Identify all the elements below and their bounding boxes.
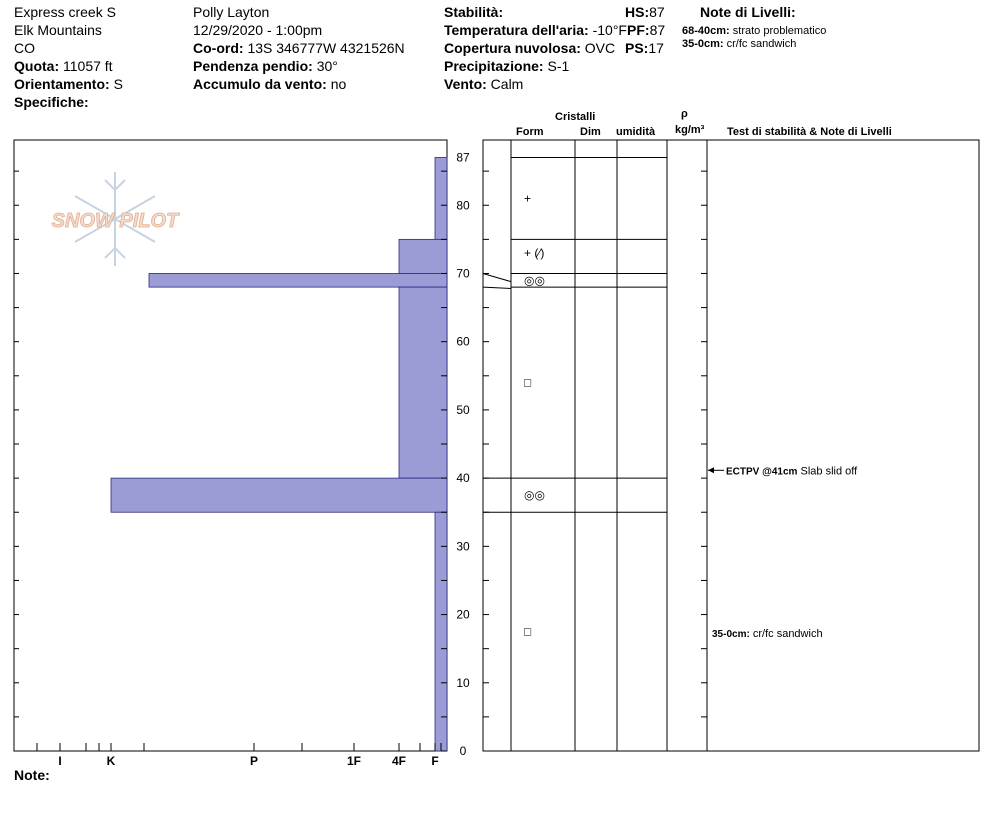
hardness-bar-3 bbox=[149, 273, 447, 287]
grain-form-symbol: □ bbox=[524, 375, 532, 390]
test-arrow-icon bbox=[708, 467, 714, 473]
wind-loading-label: Accumulo da vento: bbox=[193, 76, 327, 92]
air-temp-label: Temperatura dell'aria: bbox=[444, 22, 589, 38]
grain-form-symbol: + (⁄) bbox=[524, 246, 545, 261]
hardness-tick-label: I bbox=[58, 754, 62, 768]
layer-table-frame bbox=[483, 140, 979, 751]
height-tick-label: 70 bbox=[456, 266, 470, 281]
height-tick-label: 50 bbox=[456, 402, 470, 417]
size-header: Dim bbox=[580, 126, 601, 138]
slope-value: 30° bbox=[316, 58, 338, 74]
height-tick-label: 87 bbox=[456, 150, 470, 165]
grain-form-symbol: ◎◎ bbox=[524, 488, 545, 503]
layer-note-1-depth: 68-40cm: bbox=[682, 25, 730, 37]
cloud-label: Copertura nuvolosa: bbox=[444, 40, 581, 56]
cloud-value: OVC bbox=[584, 40, 616, 56]
hardness-bar-1 bbox=[435, 158, 447, 240]
height-tick-label: 20 bbox=[456, 607, 470, 622]
height-tick-label: 0 bbox=[459, 744, 467, 758]
coord-value: 13S 346777W 4321526N bbox=[247, 40, 405, 56]
elevation-value: 11057 ft bbox=[63, 58, 113, 74]
logo-text: SNOW PILOT bbox=[51, 210, 179, 232]
grain-form-symbol: ◎◎ bbox=[524, 273, 545, 288]
layer-note-1-text: strato problematico bbox=[732, 25, 827, 37]
moisture-header: umidità bbox=[616, 126, 656, 138]
air-temp-value: -10°F bbox=[592, 22, 627, 38]
stability-label: Stabilità: bbox=[444, 4, 504, 20]
layer-note-2-text: cr/fc sandwich bbox=[726, 38, 797, 50]
location-name: Express creek S bbox=[14, 4, 116, 20]
precip-label: Precipitazione: bbox=[444, 58, 544, 74]
hardness-bar-2 bbox=[399, 239, 447, 273]
height-tick-label: 80 bbox=[456, 198, 470, 213]
hardness-bar-5 bbox=[111, 478, 447, 512]
layer-notes-title: Note di Livelli: bbox=[700, 4, 796, 20]
hardness-tick-label: F bbox=[431, 754, 439, 768]
crystals-header: Cristalli bbox=[555, 111, 596, 123]
grain-forms bbox=[524, 191, 545, 638]
coord-label: Co-ord: bbox=[193, 40, 244, 56]
wind-loading-value: no bbox=[330, 76, 347, 92]
hardness-axis bbox=[37, 743, 441, 768]
hardness-tick-label: K bbox=[106, 754, 116, 768]
hs-label: HS: bbox=[625, 4, 650, 20]
observer: Polly Layton bbox=[193, 4, 270, 20]
height-tick-label: 30 bbox=[456, 539, 470, 554]
datetime: 12/29/2020 - 1:00pm bbox=[193, 22, 323, 38]
slope-label: Pendenza pendio: bbox=[193, 58, 313, 74]
specifics-label: Specifiche: bbox=[14, 94, 89, 110]
wind-value: Calm bbox=[490, 76, 524, 92]
stability-test-note: ECTPV @41cm Slab slid off bbox=[726, 465, 858, 478]
aspect-label: Orientamento: bbox=[14, 76, 110, 92]
hardness-bars bbox=[111, 158, 447, 752]
pf-label: PF: bbox=[627, 22, 650, 38]
tests-header: Test di stabilità & Note di Livelli bbox=[727, 126, 892, 138]
height-tick-label: 60 bbox=[456, 334, 470, 349]
stability-tests bbox=[708, 465, 858, 640]
height-axis bbox=[14, 151, 707, 759]
rho-header: ρ bbox=[681, 108, 688, 120]
snowpilot-logo bbox=[52, 172, 180, 266]
height-tick-label: 40 bbox=[456, 471, 470, 486]
hardness-tick-label: P bbox=[249, 754, 259, 768]
density-unit-header: kg/m³ bbox=[675, 124, 705, 136]
ps-value: 17 bbox=[648, 40, 664, 56]
layer-comment: 35-0cm: cr/fc sandwich bbox=[712, 628, 823, 641]
grain-form-symbol: + bbox=[524, 191, 532, 206]
state: CO bbox=[14, 40, 35, 56]
precip-value: S-1 bbox=[547, 58, 570, 74]
aspect-value: S bbox=[113, 76, 123, 92]
wind-label: Vento: bbox=[444, 76, 487, 92]
elevation-label: Quota: bbox=[14, 58, 60, 74]
form-header: Form bbox=[516, 126, 544, 138]
mountain-range: Elk Mountains bbox=[14, 22, 102, 38]
pf-value: 87 bbox=[649, 22, 666, 38]
layer-connector bbox=[483, 273, 511, 281]
hardness-bar-6 bbox=[435, 512, 447, 751]
hs-value: 87 bbox=[649, 4, 665, 20]
height-tick-label: 10 bbox=[456, 675, 470, 690]
layer-note-2-depth: 35-0cm: bbox=[682, 38, 724, 50]
layer-connector bbox=[483, 287, 511, 288]
hardness-bar-4 bbox=[399, 287, 447, 478]
hardness-tick-label: 1F bbox=[346, 754, 362, 768]
ps-label: PS: bbox=[625, 40, 649, 56]
notes-label: Note: bbox=[14, 767, 50, 783]
hardness-tick-label: 4F bbox=[391, 754, 407, 768]
grain-form-symbol: □ bbox=[524, 624, 532, 639]
